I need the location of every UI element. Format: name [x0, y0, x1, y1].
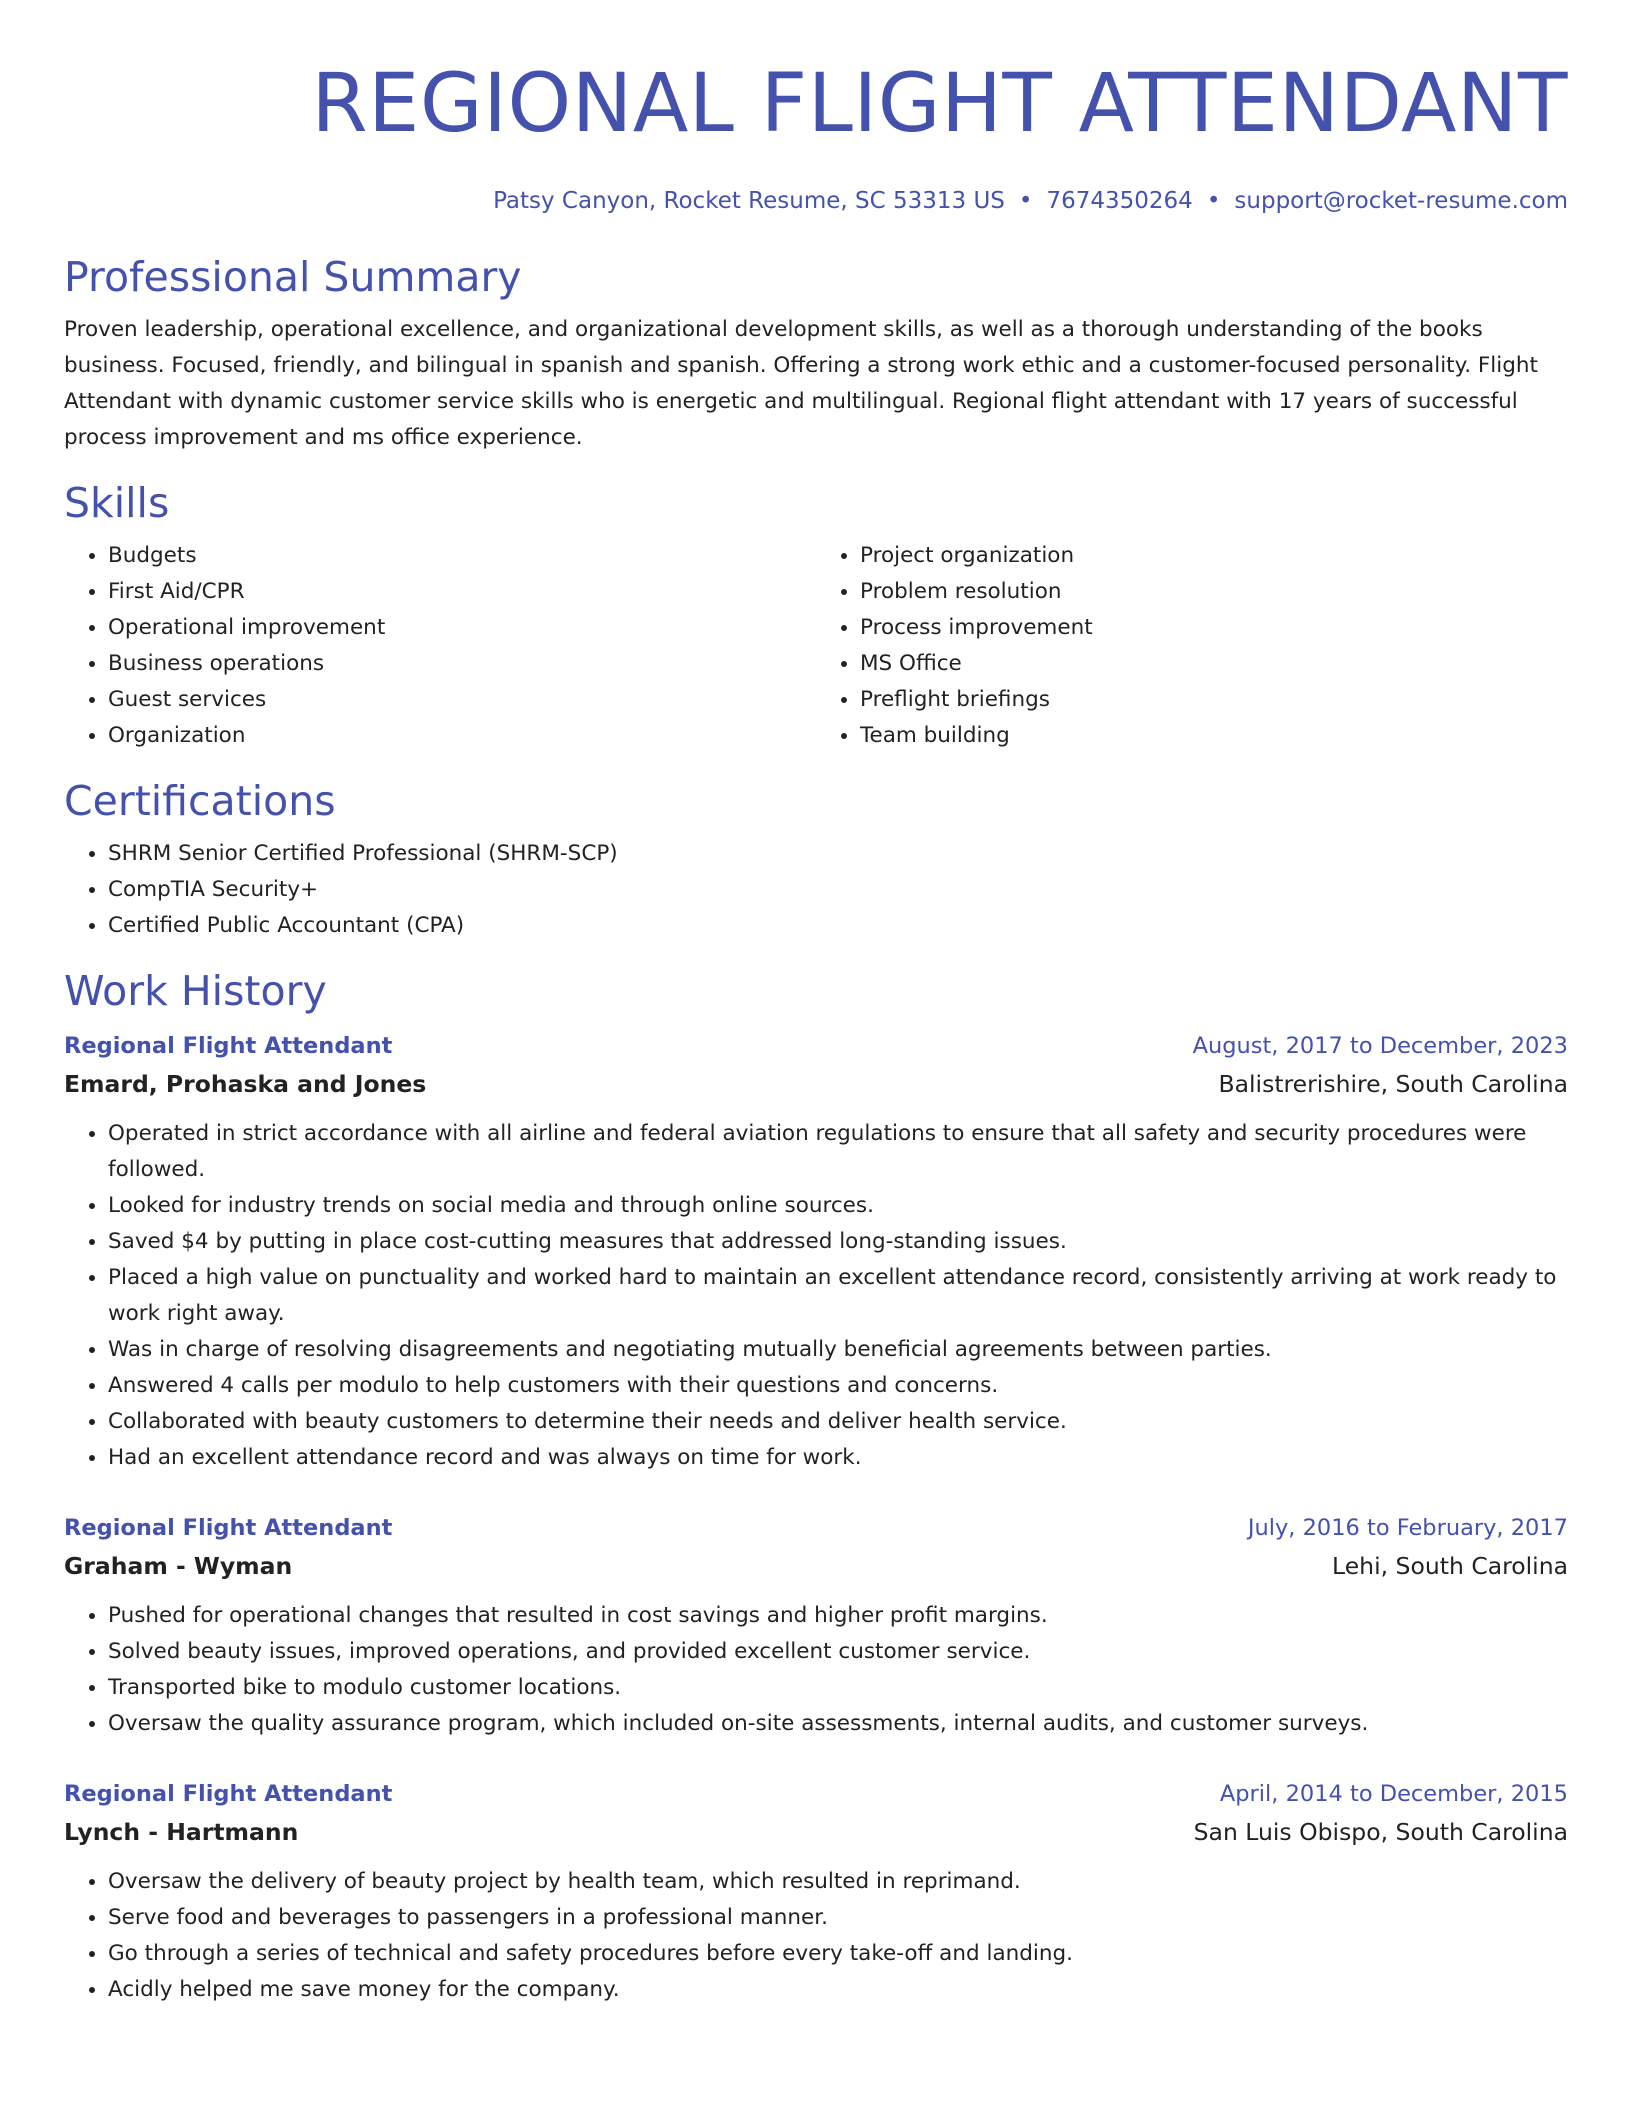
- job-bullet: • Oversaw the delivery of beauty project by health team, which resulted in reprimand.: [108, 1864, 1568, 1900]
- job-bullet: • Acidly helped me save money for the company.: [108, 1972, 1568, 2008]
- skill-item: • Organization: [108, 718, 816, 754]
- skill-item: • Preflight briefings: [860, 682, 1568, 718]
- skill-item: • Process improvement: [860, 610, 1568, 646]
- job-bullet: • Saved $4 by putting in place cost-cutting measures that addressed long-standing issues.: [108, 1224, 1568, 1260]
- certification-item: • CompTIA Security+: [108, 872, 1568, 908]
- job-bullet: • Collaborated with beauty customers to determine their needs and deliver health service.: [108, 1404, 1568, 1440]
- certifications-heading: Certifications: [64, 777, 336, 825]
- job-dates: April, 2014 to December, 2015: [1219, 1781, 1568, 1807]
- skill-item: • Budgets: [108, 538, 816, 574]
- skill-item: • First Aid/CPR: [108, 574, 816, 610]
- job-bullet: • Go through a series of technical and safety procedures before every take-off and landing.: [108, 1936, 1568, 1972]
- job-location: San Luis Obispo, South Carolina: [1193, 1818, 1568, 1846]
- job-bullet: • Pushed for operational changes that resulted in cost savings and higher profit margins.: [108, 1598, 1568, 1634]
- skills-right-column: [816, 538, 1568, 754]
- job-bullet: • Answered 4 calls per modulo to help customers with their questions and concerns.: [108, 1368, 1568, 1404]
- job-entry: [64, 1028, 1568, 1476]
- summary-text: Proven leadership, operational excellence, and organizational development skills, as well as a thorough understanding of the books business. Focused, friendly, and bilingual in spanish and spanish. Offering a strong work ethic and a customer-focused personality. Flight Attendant with dynamic customer service skills who is energetic and multilingual. Regional flight attendant with 17 years of successful process improvement and ms office experience.: [64, 317, 1538, 450]
- resume-title: REGIONAL FLIGHT ATTENDANT: [311, 57, 1568, 151]
- job-company: Lynch - Hartmann: [64, 1818, 299, 1846]
- job-subheader: [64, 1812, 1568, 1852]
- job-header: [64, 1510, 1568, 1546]
- skill-item: • MS Office: [860, 646, 1568, 682]
- job-location: Lehi, South Carolina: [1332, 1552, 1568, 1580]
- job-title: Regional Flight Attendant: [64, 1515, 393, 1541]
- job-bullet: • Solved beauty issues, improved operations, and provided excellent customer service.: [108, 1634, 1568, 1670]
- skill-item: • Operational improvement: [108, 610, 816, 646]
- job-company: Graham - Wyman: [64, 1552, 293, 1580]
- job-bullet: • Placed a high value on punctuality and worked hard to maintain an excellent attendance record, consistently arriving at work ready to work right away.: [108, 1260, 1568, 1332]
- certifications-list: [64, 836, 1568, 944]
- job-title: Regional Flight Attendant: [64, 1781, 393, 1807]
- contact-separator: •: [1206, 188, 1221, 214]
- job-bullet: • Transported bike to modulo customer locations.: [108, 1670, 1568, 1706]
- job-bullets: [64, 1116, 1568, 1476]
- contact-email: support@rocket-resume.com: [1234, 188, 1568, 214]
- skill-item: • Business operations: [108, 646, 816, 682]
- job-bullet: • Had an excellent attendance record and was always on time for work.: [108, 1440, 1568, 1476]
- contact-phone: 7674350264: [1046, 188, 1193, 214]
- skill-item: • Problem resolution: [860, 574, 1568, 610]
- job-bullet: • Was in charge of resolving disagreements and negotiating mutually beneficial agreements between parties.: [108, 1332, 1568, 1368]
- job-header: [64, 1028, 1568, 1064]
- skills-heading: Skills: [64, 479, 170, 527]
- job-bullets: [64, 1598, 1568, 1742]
- job-dates: August, 2017 to December, 2023: [1192, 1033, 1568, 1059]
- work-history-heading: Work History: [64, 967, 327, 1015]
- job-header: [64, 1776, 1568, 1812]
- job-company: Emard, Prohaska and Jones: [64, 1070, 427, 1098]
- job-subheader: [64, 1064, 1568, 1104]
- skill-item: • Team building: [860, 718, 1568, 754]
- certification-item: • SHRM Senior Certified Professional (SHRM-SCP): [108, 836, 1568, 872]
- contact-line: [64, 186, 1568, 216]
- summary-heading: Professional Summary: [64, 253, 522, 301]
- skill-item: • Guest services: [108, 682, 816, 718]
- job-bullet: • Oversaw the quality assurance program, which included on-site assessments, internal audits, and customer surveys.: [108, 1706, 1568, 1742]
- skills-list: [64, 538, 1568, 754]
- contact-separator: •: [1018, 188, 1033, 214]
- skill-item: • Project organization: [860, 538, 1568, 574]
- job-dates: July, 2016 to February, 2017: [1247, 1515, 1568, 1541]
- job-bullets: [64, 1864, 1568, 2008]
- job-bullet: • Looked for industry trends on social media and through online sources.: [108, 1188, 1568, 1224]
- job-title: Regional Flight Attendant: [64, 1033, 393, 1059]
- skills-left-column: [64, 538, 816, 754]
- certification-item: • Certified Public Accountant (CPA): [108, 908, 1568, 944]
- job-subheader: [64, 1546, 1568, 1586]
- job-bullet: • Serve food and beverages to passengers in a professional manner.: [108, 1900, 1568, 1936]
- job-entry: [64, 1776, 1568, 2008]
- job-location: Balistrerishire, South Carolina: [1218, 1070, 1568, 1098]
- contact-address: Patsy Canyon, Rocket Resume, SC 53313 US: [493, 188, 1005, 214]
- job-bullet: • Operated in strict accordance with all airline and federal aviation regulations to ensure that all safety and security procedures were followed.: [108, 1116, 1568, 1188]
- job-entry: [64, 1510, 1568, 1742]
